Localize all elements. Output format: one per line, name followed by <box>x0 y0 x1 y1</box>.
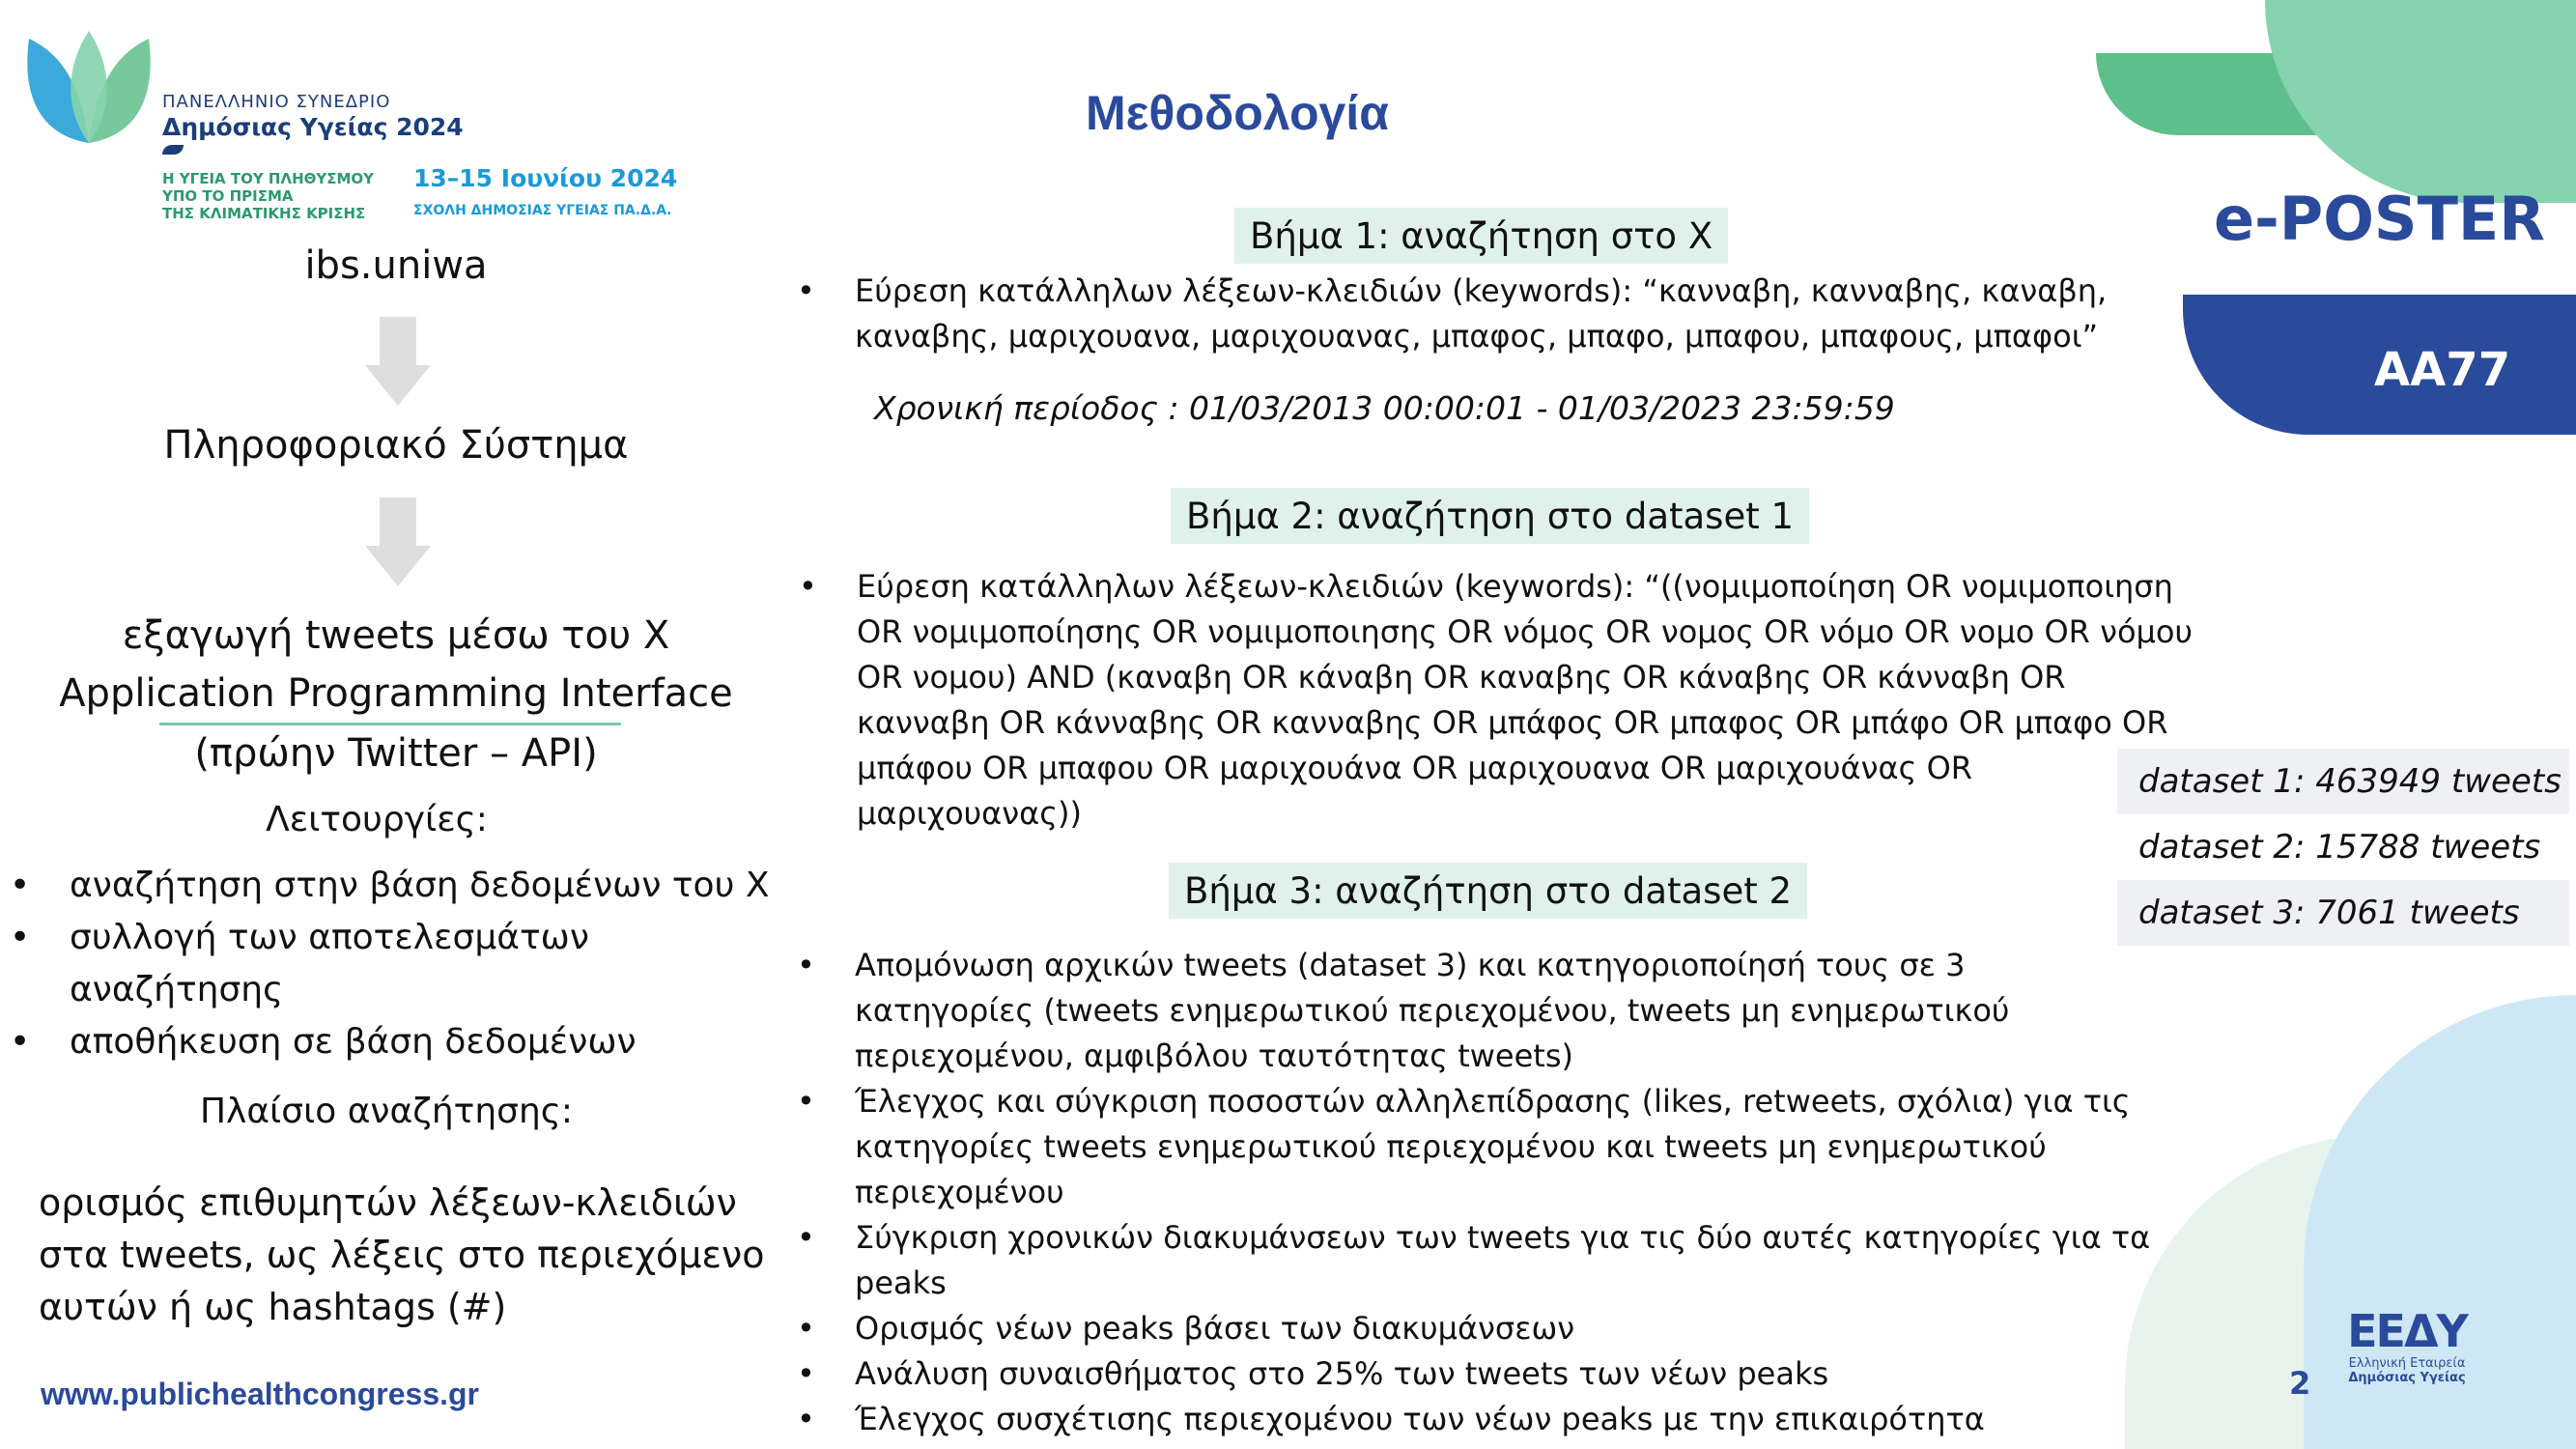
logo-congress-line: ΠΑΝΕΛΛΗΝΙΟ ΣΥΝΕΔΡΙΟ <box>162 92 391 112</box>
list-item: • Απομόνωση αρχικών tweets (dataset 3) και κατηγοριοποίησή τους σε 3 κατηγορίες (tweets ενημερωτικού περιεχομένου, tweets μη ενημερωτικού περιεχομένου, αμφιβόλου ταυτότητας tweets) <box>797 943 2149 1079</box>
list-item: • συλλογή των αποτελεσμάτων αναζήτησης <box>10 912 609 1016</box>
step-2-list <box>799 564 2199 837</box>
list-item: • Εύρεση κατάλληλων λέξεων-κλειδιών (keywords): “κανναβη, κανναβης, καναβη, καναβης, μαριχουανα, μαριχουανας, μπαφος, μπαφο, μπαφου, μπαφους, μπαφοι” <box>797 269 2149 359</box>
page-number: 2 <box>2289 1365 2311 1402</box>
logo-congress-name: Δημόσιας Υγείας 2024 <box>162 113 464 141</box>
api-underline <box>159 723 621 725</box>
functions-list <box>10 860 773 1068</box>
flow-node-information-system: Πληροφοριακό Σύστημα <box>163 423 629 468</box>
search-frame-label: Πλαίσιο αναζήτησης: <box>199 1092 574 1131</box>
list-item: • Ανάλυση συναισθήματος στο 25% των tweets των νέων peaks <box>797 1351 2188 1397</box>
poster-code: ΑΑ77 <box>2374 343 2511 397</box>
logo-venue: ΣΧΟΛΗ ΔΗΜΟΣΙΑΣ ΥΓΕΙΑΣ ΠΑ.Δ.Α. <box>413 203 672 218</box>
time-period: Χρονική περίοδος : 01/03/2013 00:00:01 - 01/03/2023 23:59:59 <box>874 389 1895 427</box>
website-link[interactable]: www.publichealthcongress.gr <box>41 1377 479 1411</box>
list-item: • Έλεγχος συσχέτισης περιεχομένου των νέων peaks με την επικαιρότητα <box>797 1397 2188 1442</box>
logo-dates: 13–15 Ιουνίου 2024 <box>413 164 678 192</box>
list-item: • Ορισμός νέων peaks βάσει των διακυμάνσεων <box>797 1306 2188 1351</box>
dataset-1-count: dataset 1: 463949 tweets <box>2117 749 2569 814</box>
flow-node-ibs: ibs.uniwa <box>304 243 488 288</box>
page-title: Μεθοδολογία <box>1086 86 1389 140</box>
organization-logo <box>2345 1306 2469 1385</box>
dataset-2-count: dataset 2: 15788 tweets <box>2117 814 2569 880</box>
list-item: • Έλεγχος και σύγκριση ποσοστών αλληλεπίδρασης (likes, retweets, σχόλια) για τις κατηγορίες tweets ενημερωτικού περιεχομένου και tweets μη ενημερωτικού περιεχομένου <box>797 1079 2149 1215</box>
organization-name-line2: Δημόσιας Υγείας <box>2348 1371 2466 1385</box>
search-frame-text: ορισμός επιθυμητών λέξεων-κλειδιών στα tweets, ως λέξεις στο περιεχόμενο αυτών ή ως hashtags (#) <box>39 1181 765 1328</box>
step-3-list <box>797 943 2188 1442</box>
list-item: • αποθήκευση σε βάση δεδομένων <box>10 1016 773 1068</box>
down-arrow-icon <box>364 497 432 586</box>
step-2-label: Βήμα 2: αναζήτηση στο dataset 1 <box>1171 488 1809 544</box>
step-3-label: Βήμα 3: αναζήτηση στο dataset 2 <box>1169 863 1807 919</box>
list-item: • αναζήτηση στην βάση δεδομένων του X <box>10 860 773 912</box>
flow-node-export-line1: εξαγωγή tweets μέσω του X <box>122 613 670 658</box>
down-arrow-icon <box>364 317 432 406</box>
functions-label: Λειτουργίες: <box>266 800 488 839</box>
e-poster-label: e-POSTER <box>2214 184 2545 254</box>
step-1-label: Βήμα 1: αναζήτηση στο X <box>1234 208 1728 264</box>
list-item: • Σύγκριση χρονικών διακυμάνσεων των tweets για τις δύο αυτές κατηγορίες για τα peaks <box>797 1215 2188 1306</box>
list-item: • Εύρεση κατάλληλων λέξεων-κλειδιών (keywords): “((νομιμοποίηση OR νομιμοποιηση OR νομιμοποίησης OR νομιμοποιησης OR νόμος OR νομος OR νόμο OR νομο OR νόμου OR νομου) AND (καναβη OR κάναβη OR καναβης OR κάναβης OR κάνναβη OR κανναβη OR κάνναβης OR κανναβης OR μπάφος OR μπαφος OR μπάφο OR μπαφο OR μπάφου OR μπαφου OR μαριχουάνα OR μαριχουανα OR μαριχουάνας OR μαριχουανας)) <box>799 564 2199 837</box>
step-1-list <box>797 269 2149 359</box>
logo-theme: Η ΥΓΕΙΑ ΤΟΥ ΠΛΗΘΥΣΜΟΥ ΥΠΟ ΤΟ ΠΡΙΣΜΑ ΤΗΣ ΚΛΙΜΑΤΙΚΗΣ ΚΡΙΣΗΣ <box>162 170 375 222</box>
flow-node-export-line2: Application Programming Interface <box>59 671 733 716</box>
dataset-3-count: dataset 3: 7061 tweets <box>2117 880 2569 946</box>
flow-node-export-line3: (πρώην Twitter – API) <box>194 731 598 776</box>
organization-name-line1: Ελληνική Εταιρεία <box>2348 1356 2466 1371</box>
logo-leaf-mark-icon <box>162 145 184 155</box>
organization-logo-mark: ΕΕΔΥ <box>2347 1305 2467 1357</box>
